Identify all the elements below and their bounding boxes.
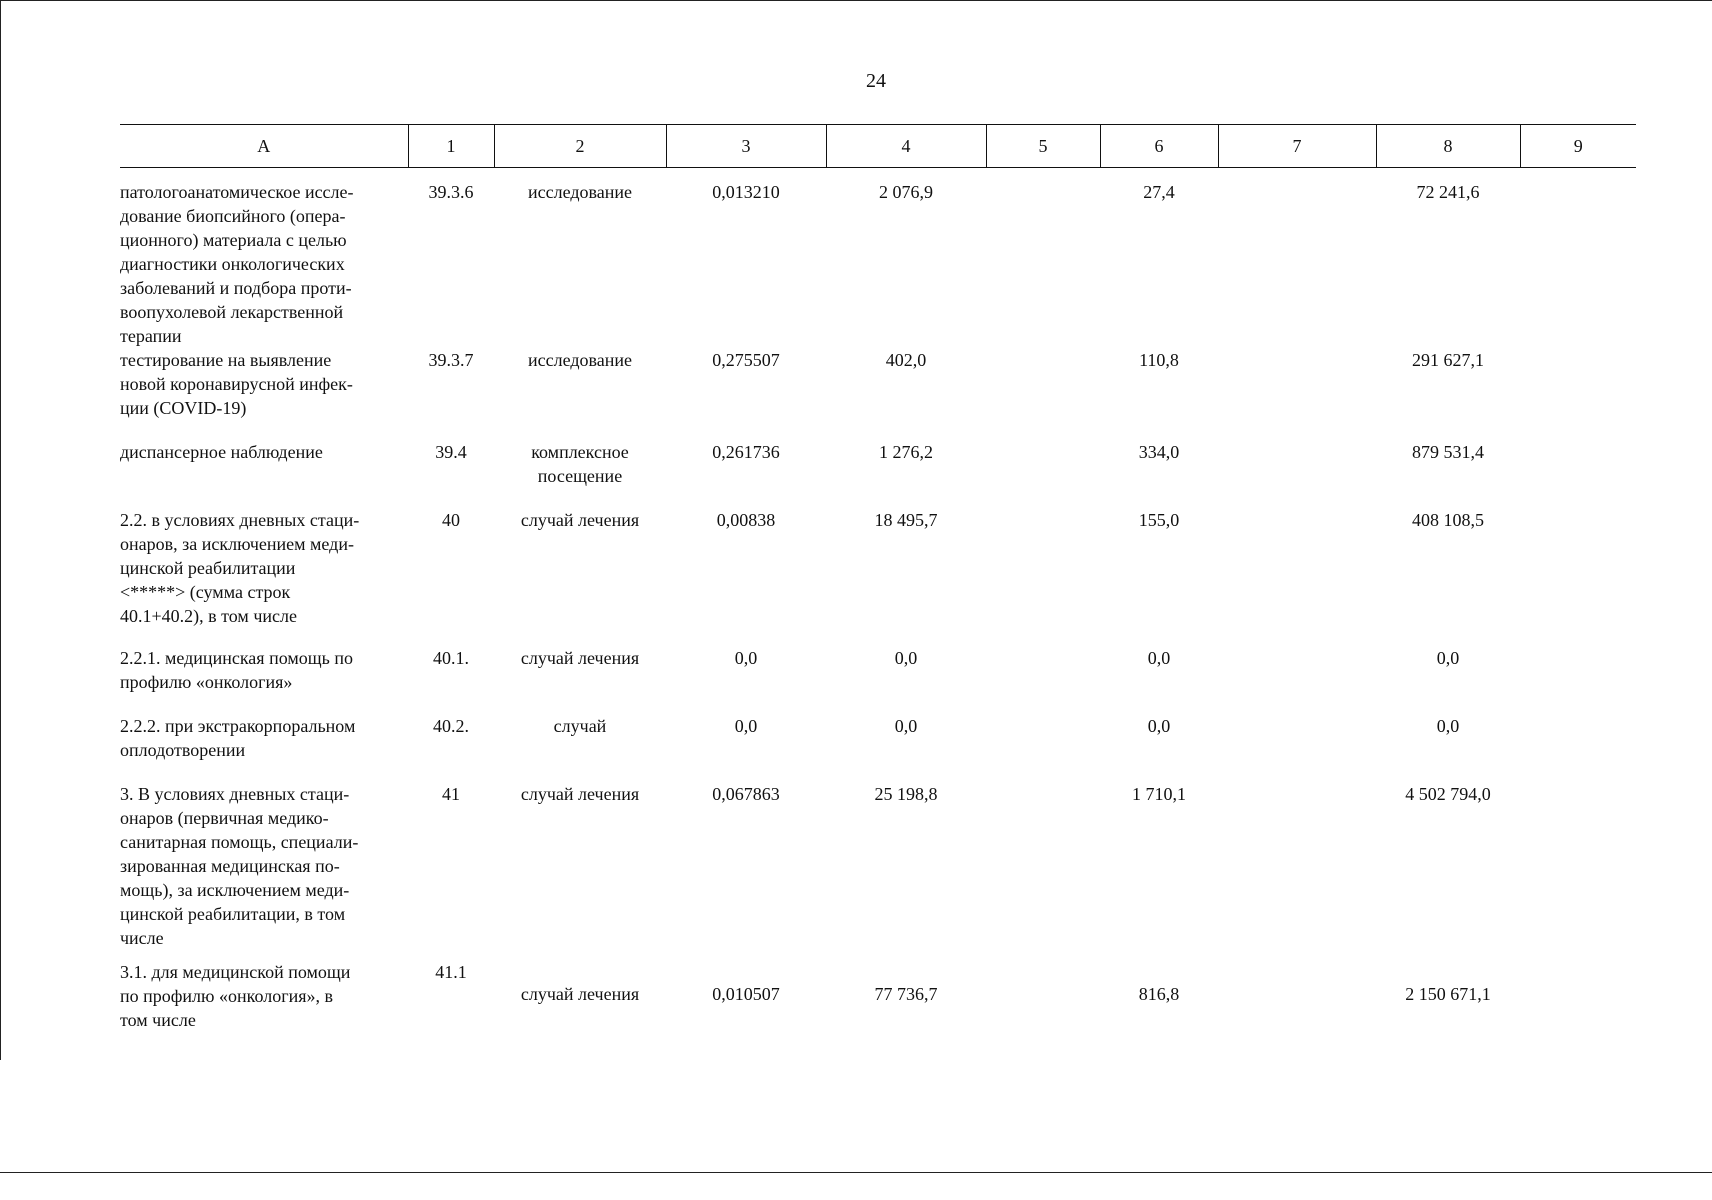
row-name-line: цинской реабилитации (120, 558, 296, 578)
row-name-line: санитарная помощь, специали- (120, 832, 359, 852)
value-cell (986, 348, 1100, 440)
line-number-cell: 39.4 (435, 442, 467, 462)
unit-cell: исследование (527, 182, 632, 202)
table-row (120, 508, 1636, 646)
value-cell (1520, 508, 1636, 646)
row-name-line: 2.2. в условиях дневных стаци- (120, 510, 360, 530)
value-cell (986, 714, 1100, 782)
unit-line: посещение (537, 466, 623, 486)
row-name-line: 2.2.2. при экстракорпоральном (120, 716, 356, 736)
value-cell: 0,275507 (712, 350, 780, 370)
value-cell (1520, 168, 1636, 349)
row-name-line: зированная медицинская по- (120, 856, 340, 876)
value-cell (1218, 960, 1376, 1062)
row-name-cell (120, 508, 408, 646)
row-name-line: числе (120, 928, 164, 948)
row-name-cell (120, 960, 408, 1062)
row-name-line: воопухолевой лекарственной (120, 302, 344, 322)
value-cell: 27,4 (1143, 182, 1175, 202)
column-header: 7 (1218, 125, 1376, 168)
unit-cell: исследование (527, 350, 632, 370)
line-number-cell: 39.3.6 (428, 182, 474, 202)
row-name-line: ционного) материала с целью (120, 230, 347, 250)
value-cell: 25 198,8 (874, 784, 938, 804)
column-header: 9 (1520, 125, 1636, 168)
value-cell (1218, 782, 1376, 960)
value-cell: 334,0 (1138, 442, 1180, 462)
value-cell: 0,013210 (712, 182, 780, 202)
value-cell (1218, 646, 1376, 714)
value-cell (1520, 960, 1636, 1062)
value-cell: 0,0 (894, 716, 918, 736)
table-row (120, 960, 1636, 1062)
value-cell: 0,0 (1436, 648, 1460, 668)
value-cell: 0,261736 (712, 442, 780, 462)
value-cell: 0,0 (1147, 716, 1171, 736)
row-name-line: 3. В условиях дневных стаци- (120, 784, 350, 804)
value-cell (986, 508, 1100, 646)
value-cell: 110,8 (1139, 350, 1179, 370)
value-cell: 18 495,7 (874, 510, 938, 530)
line-number-cell: 41.1 (435, 962, 467, 982)
table-row (120, 348, 1636, 440)
value-cell: 291 627,1 (1412, 350, 1484, 370)
value-cell: 408 108,5 (1412, 510, 1484, 530)
value-cell: 77 736,7 (874, 984, 938, 1004)
row-name-cell (120, 646, 408, 714)
scan-left-line (0, 0, 1, 1060)
scan-bottom-line (0, 1172, 1712, 1173)
scan-top-line (0, 0, 1712, 1)
value-cell: 1 276,2 (879, 442, 933, 462)
row-name-line: диспансерное наблюдение (120, 442, 323, 462)
value-cell (1218, 348, 1376, 440)
value-cell: 0,067863 (712, 784, 780, 804)
row-name-line: цинской реабилитации, в том (120, 904, 346, 924)
value-cell: 879 531,4 (1412, 442, 1484, 462)
value-cell (1520, 782, 1636, 960)
value-cell (1520, 348, 1636, 440)
unit-cell: случай лечения (520, 984, 640, 1004)
unit-cell: случай (553, 716, 607, 736)
row-name-line: онаров, за исключением меди- (120, 534, 354, 554)
table-header-row (120, 125, 1636, 168)
column-header: 4 (826, 125, 986, 168)
data-table (120, 124, 1636, 1062)
row-name-line: 40.1+40.2), в том числе (120, 606, 297, 626)
table-row (120, 440, 1636, 508)
value-cell: 0,0 (734, 716, 758, 736)
line-number-cell: 39.3.7 (428, 350, 474, 370)
row-name-cell (120, 348, 408, 440)
line-number-cell: 40 (442, 510, 460, 530)
row-name-line: <*****> (сумма строк (120, 582, 291, 602)
row-name-cell (120, 714, 408, 782)
value-cell: 155,0 (1138, 510, 1180, 530)
value-cell: 2 150 671,1 (1405, 984, 1491, 1004)
page-number: 24 (866, 70, 886, 92)
row-name-line: мощь), за исключением меди- (120, 880, 350, 900)
row-name-line: терапии (120, 326, 182, 346)
value-cell (1218, 714, 1376, 782)
value-cell (1218, 508, 1376, 646)
line-number-cell: 40.2. (433, 716, 469, 736)
value-cell: 402,0 (885, 350, 927, 370)
value-cell: 0,0 (1436, 716, 1460, 736)
row-name-line: том числе (120, 1010, 196, 1030)
unit-cell: случай лечения (520, 784, 640, 804)
column-header: 6 (1100, 125, 1218, 168)
value-cell: 2 076,9 (879, 182, 933, 202)
row-name-cell (120, 440, 408, 508)
row-name-line: диагностики онкологических (120, 254, 345, 274)
value-cell: 4 502 794,0 (1405, 784, 1491, 804)
value-cell (1520, 440, 1636, 508)
row-name-line: новой коронавирусной инфек- (120, 374, 353, 394)
value-cell: 72 241,6 (1416, 182, 1480, 202)
value-cell: 0,010507 (712, 984, 780, 1004)
row-name-line: ции (COVID-19) (120, 398, 247, 418)
value-cell: 816,8 (1138, 984, 1180, 1004)
row-name-line: дование биопсийного (опера- (120, 206, 346, 226)
line-number-cell: 41 (442, 784, 460, 804)
row-name-line: 3.1. для медицинской помощи (120, 962, 351, 982)
row-name-cell (120, 782, 408, 960)
row-name-line: заболеваний и подбора проти- (120, 278, 352, 298)
row-name-cell (120, 168, 408, 349)
table-row (120, 714, 1636, 782)
row-name-line: онаров (первичная медико- (120, 808, 329, 828)
column-header: 5 (986, 125, 1100, 168)
table-row (120, 168, 1636, 349)
value-cell: 0,0 (894, 648, 918, 668)
column-header: 2 (494, 125, 666, 168)
value-cell (986, 960, 1100, 1062)
table-row (120, 782, 1636, 960)
line-number-cell: 40.1. (433, 648, 469, 668)
column-header: 1 (408, 125, 494, 168)
row-name-line: 2.2.1. медицинская помощь по (120, 648, 353, 668)
value-cell: 0,0 (734, 648, 758, 668)
value-cell (1218, 168, 1376, 349)
value-cell (986, 782, 1100, 960)
unit-line: комплексное (531, 442, 629, 462)
unit-cell (494, 440, 666, 508)
row-name-line: оплодотворении (120, 740, 246, 760)
column-header: 3 (666, 125, 826, 168)
column-header: А (120, 125, 408, 168)
value-cell (986, 646, 1100, 714)
unit-cell: случай лечения (520, 648, 640, 668)
row-name-line: по профилю «онкология», в (120, 986, 333, 1006)
row-name-line: тестирование на выявление (120, 350, 332, 370)
value-cell: 1 710,1 (1132, 784, 1186, 804)
unit-cell: случай лечения (520, 510, 640, 530)
row-name-line: профилю «онкология» (120, 672, 293, 692)
value-cell (986, 440, 1100, 508)
value-cell (1520, 714, 1636, 782)
column-header: 8 (1376, 125, 1520, 168)
table-row (120, 646, 1636, 714)
value-cell: 0,0 (1147, 648, 1171, 668)
row-name-line: патологоанатомическое иссле- (120, 182, 354, 202)
value-cell (1520, 646, 1636, 714)
value-cell (1218, 440, 1376, 508)
value-cell (986, 168, 1100, 349)
value-cell: 0,00838 (716, 510, 776, 530)
